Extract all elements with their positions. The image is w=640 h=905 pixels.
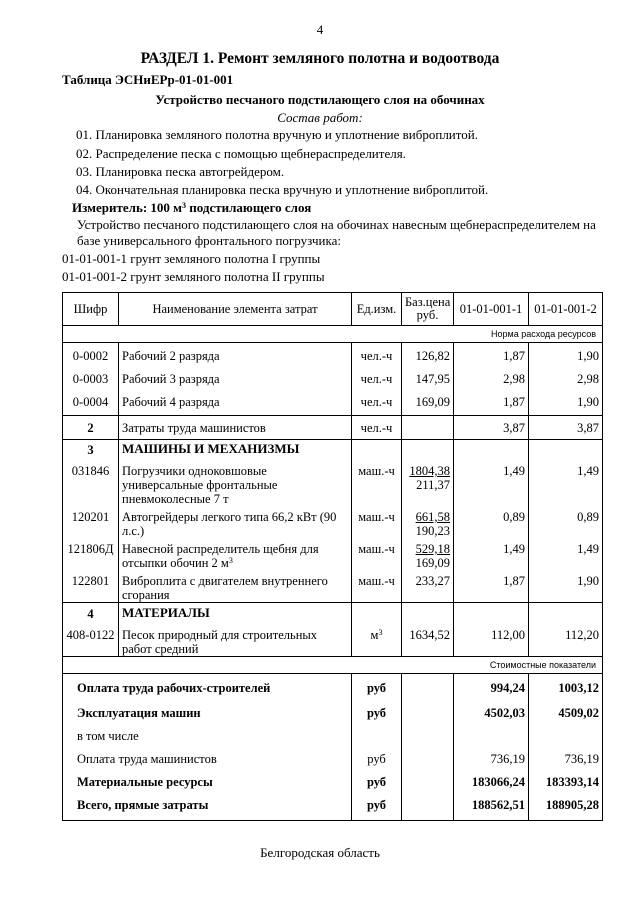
header-name: Наименование элемента затрат bbox=[119, 293, 352, 326]
table-row: 120201 Автогрейдеры легкого типа 66,2 кВт (90 л.с.) маш.-ч 661,58 190,23 0,89 0,89 bbox=[63, 506, 603, 538]
header-v1: 01-01-001-1 bbox=[454, 293, 529, 326]
summary-row: в том числе bbox=[63, 720, 603, 743]
cost-label: Стоимостные показатели bbox=[63, 657, 603, 674]
summary-row: Эксплуатация машин руб 4502,03 4509,02 bbox=[63, 697, 603, 720]
work-item: 01. Планировка земляного полотна вручную и уплотнение виброплитой. bbox=[76, 127, 478, 142]
table-row: 122801 Виброплита с двигателем внутреннего сгорания маш.-ч 233,27 1,87 1,90 bbox=[63, 570, 603, 603]
section-row-materials: 4 МАТЕРИАЛЫ bbox=[63, 603, 603, 626]
page-footer: Белгородская область bbox=[260, 845, 380, 860]
section-row-machines: 3 МАШИНЫ И МЕХАНИЗМЫ bbox=[63, 440, 603, 462]
table-row: 2 Затраты труда машинистов чел.-ч 3,87 3,87 bbox=[63, 416, 603, 440]
header-code: Шифр bbox=[63, 293, 119, 326]
table-row: 121806Д Навесной распределитель щебня для отсыпки обочин 2 $м^3$ маш.-ч 529,18 169,09 1,49 1,49 bbox=[63, 538, 603, 570]
code-line: 01-01-001-2 грунт земляного полотна II группы bbox=[62, 269, 325, 284]
work-item: 03. Планировка песка автогрейдером. bbox=[76, 164, 285, 179]
section-title: РАЗДЕЛ 1. Ремонт земляного полотна и водоотвода bbox=[140, 50, 500, 67]
table-header-row bbox=[63, 293, 603, 326]
header-unit: Ед.изм. bbox=[352, 293, 402, 326]
table-name: Таблица ЭСНиЕРр-01-01-001 bbox=[62, 72, 234, 87]
resource-table bbox=[62, 292, 603, 821]
summary-row: Материальные ресурсы руб 183066,24 183393,14 bbox=[63, 766, 603, 789]
description: Устройство песчаного подстилающего слоя на обочинах навесным щебнераспределителем на базе универсального фронтального погрузчика: bbox=[77, 217, 596, 248]
table-row: 0-0004 Рабочий 4 разряда чел.-ч 169,09 1,87 1,90 bbox=[63, 386, 603, 416]
table-row: 0-0003 Рабочий 3 разряда чел.-ч 147,95 2,98 2,98 bbox=[63, 363, 603, 386]
table-row: 0-0002 Рабочий 2 разряда чел.-ч 126,82 1,87 1,90 bbox=[63, 343, 603, 364]
work-item: 02. Распределение песка с помощью щебнераспределителя. bbox=[76, 146, 406, 161]
header-v2: 01-01-001-2 bbox=[529, 293, 603, 326]
table-row: 408-0122 Песок природный для строительных работ средний $м^3$ 1634,52 112,00 112,20 bbox=[63, 625, 603, 657]
summary-row: Всего, прямые затраты руб 188562,51 188905,28 bbox=[63, 789, 603, 821]
summary-row: Оплата труда рабочих-строителей руб 994,24 1003,12 bbox=[63, 674, 603, 698]
measure-unit: Измеритель: 100 $м^3$ подстилающего слоя bbox=[72, 200, 312, 215]
code-line: 01-01-001-1 грунт земляного полотна I группы bbox=[62, 251, 321, 266]
table-row: 031846 Погрузчики одноковшовые универсальные фронтальные пневмоколесные 7 т маш.-ч 1804,38 211,37 1,49 1,49 bbox=[63, 461, 603, 506]
table-subtitle: Устройство песчаного подстилающего слоя на обочинах bbox=[155, 92, 485, 107]
work-item: 04. Окончательная планировка песка вручную и уплотнение виброплитой. bbox=[76, 182, 489, 197]
norm-label: Норма расхода ресурсов bbox=[63, 326, 603, 343]
work-heading: Состав работ: bbox=[277, 110, 363, 125]
summary-row: Оплата труда машинистов руб 736,19 736,19 bbox=[63, 743, 603, 766]
header-price: Баз.цена руб. bbox=[402, 293, 454, 326]
page-number: 4 bbox=[316, 22, 324, 37]
